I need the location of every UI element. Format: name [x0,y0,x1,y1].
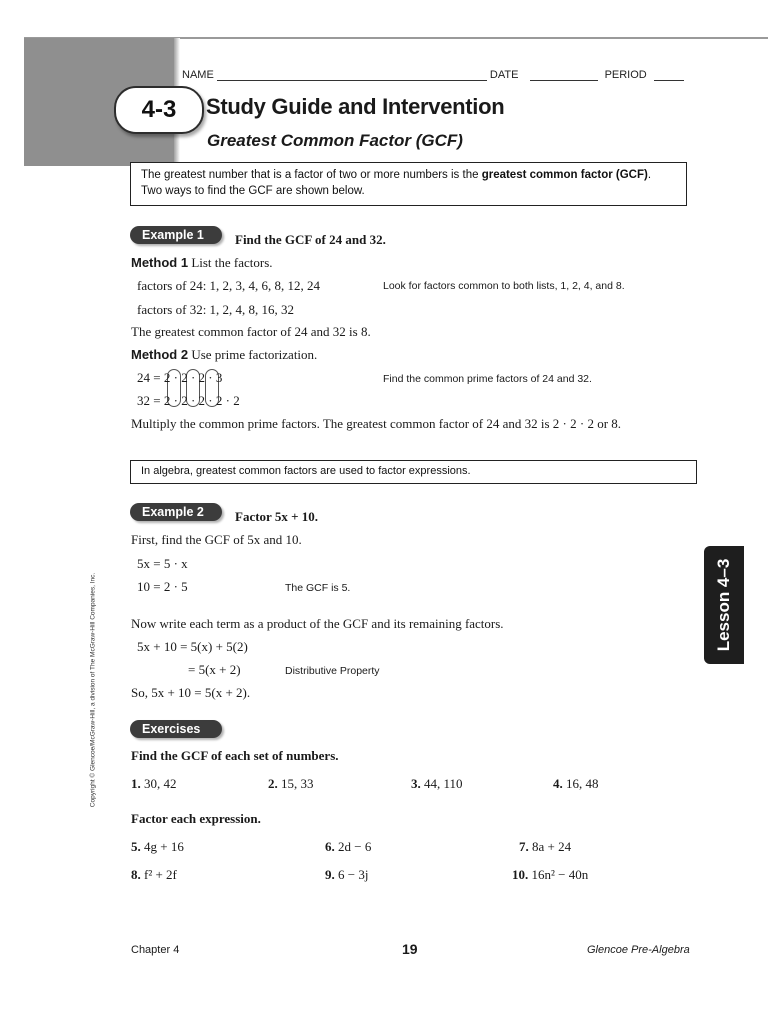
example2-badge: Example 2 [130,503,222,521]
footer-chapter: Chapter 4 [131,944,180,956]
exercise-text: 16, 48 [566,776,599,791]
example1-note2: Find the common prime factors of 24 and 32. [383,373,592,385]
name-label: NAME [182,69,214,81]
example2-line7: So, 5x + 10 = 5(x + 2). [131,685,251,700]
prime-factor: 2 [163,370,171,385]
exercise-item [519,839,571,855]
prime-factor: 2 [181,393,188,408]
example2-line2: 5x = 5 · x [137,556,188,571]
example2-note1: The GCF is 5. [285,582,351,594]
exercise-number: 6. [325,839,335,854]
pf32-rest: · 2 · 2 [208,393,240,408]
exercises-heading-gcf: Find the GCF of each set of numbers. [131,748,339,763]
date-field[interactable] [530,70,598,81]
method2-label: Method 2 [131,347,189,362]
exercise-text: 8a + 24 [532,839,572,854]
example1-badge: Example 1 [130,226,222,244]
method2-line [131,347,317,363]
exercise-text: 44, 110 [424,776,463,791]
factors-24: factors of 24: 1, 2, 3, 4, 6, 8, 12, 24 [137,278,321,293]
exercise-text: 15, 33 [281,776,314,791]
exercise-item [325,839,371,855]
intro-period: . [647,169,652,181]
example1-result2: Multiply the common prime factors. The greatest common factor of 24 and 32 is 2 · 2 · 2 or 8. [131,416,622,431]
pf24-lhs: 24 = [137,370,161,385]
prime-factor: 2 [198,393,206,408]
exercise-text: 30, 42 [144,776,177,791]
intro-bold-term: greatest common factor (GCF) [481,169,648,181]
pf24-rest: · 3 [208,370,223,385]
page-subtitle: Greatest Common Factor (GCF) [207,131,463,150]
example2-line4: Now write each term as a product of the GCF and its remaining factors. [131,616,504,631]
intro-box [130,162,687,206]
footer-page-number: 19 [402,941,418,957]
period-field[interactable] [654,70,684,81]
prime-factor: 2 [163,393,171,408]
lesson-number-badge: 4-3 [114,86,204,134]
exercise-item [512,867,588,883]
lesson-side-tab [704,546,744,664]
exercise-number: 7. [519,839,529,854]
name-date-period-line [182,69,684,81]
method1-text: List the factors. [191,255,273,270]
example2-line1: First, find the GCF of 5x and 10. [131,532,302,547]
exercise-number: 1. [131,776,141,791]
prime-factor: 2 [181,370,188,385]
exercises-badge: Exercises [130,720,222,738]
factors-32: factors of 32: 1, 2, 4, 8, 16, 32 [137,302,295,317]
example1-prompt: Find the GCF of 24 and 32. [235,232,386,247]
period-label: PERIOD [604,69,647,81]
example2-line6: = 5(x + 2) [188,662,241,677]
example2-prompt: Factor 5x + 10. [235,509,318,524]
intro-text: The greatest number that is a factor of two or more numbers is the [141,169,482,181]
exercise-item [411,776,463,792]
exercise-text: 2d − 6 [338,839,372,854]
page-title: Study Guide and Intervention [206,94,505,119]
exercise-number: 10. [512,867,529,882]
date-label: DATE [489,69,519,81]
example2-line5: 5x + 10 = 5(x) + 5(2) [137,639,248,654]
exercise-number: 4. [553,776,563,791]
pf32-lhs: 32 = [137,393,161,408]
prime-factorization-24: 24 = 2 · 2 · 2 · 3 [137,370,223,385]
exercise-item [131,776,177,792]
method1-label: Method 1 [131,255,189,270]
example2-note2: Distributive Property [285,665,380,677]
exercise-text: f² + 2f [144,867,177,882]
algebra-note-box [130,460,697,484]
exercise-item [553,776,599,792]
prime-factor: 2 [198,370,206,385]
exercise-text: 16n² − 40n [531,867,589,882]
example1-note1: Look for factors common to both lists, 1, 2, 4, and 8. [383,280,625,292]
exercise-text: 4g + 16 [144,839,184,854]
exercise-item [131,839,184,855]
exercise-item [268,776,314,792]
lesson-side-tab-label: Lesson 4–3 [714,558,733,652]
exercise-number: 9. [325,867,335,882]
method2-text: Use prime factorization. [191,347,318,362]
algebra-note: In algebra, greatest common factors are used to factor expressions. [141,465,471,477]
exercise-item [325,867,368,883]
exercise-text: 6 − 3j [338,867,369,882]
exercise-number: 3. [411,776,421,791]
footer-book-title: Glencoe Pre-Algebra [587,944,690,956]
copyright-notice: Copyright © Glencoe/McGraw-Hill, a division of The McGraw-Hill Companies, Inc. [89,572,97,808]
exercise-number: 5. [131,839,141,854]
example1-result1: The greatest common factor of 24 and 32 is 8. [131,324,371,339]
intro-line2: Two ways to find the GCF are shown below. [141,185,365,197]
method1-line [131,255,273,271]
exercises-heading-factor: Factor each expression. [131,811,261,826]
exercise-number: 2. [268,776,278,791]
exercise-item [131,867,177,883]
name-field[interactable] [217,70,487,81]
example2-line3: 10 = 2 · 5 [137,579,188,594]
exercise-number: 8. [131,867,141,882]
prime-factorization-32: 32 = 2 · 2 · 2 · 2 · 2 [137,393,240,408]
